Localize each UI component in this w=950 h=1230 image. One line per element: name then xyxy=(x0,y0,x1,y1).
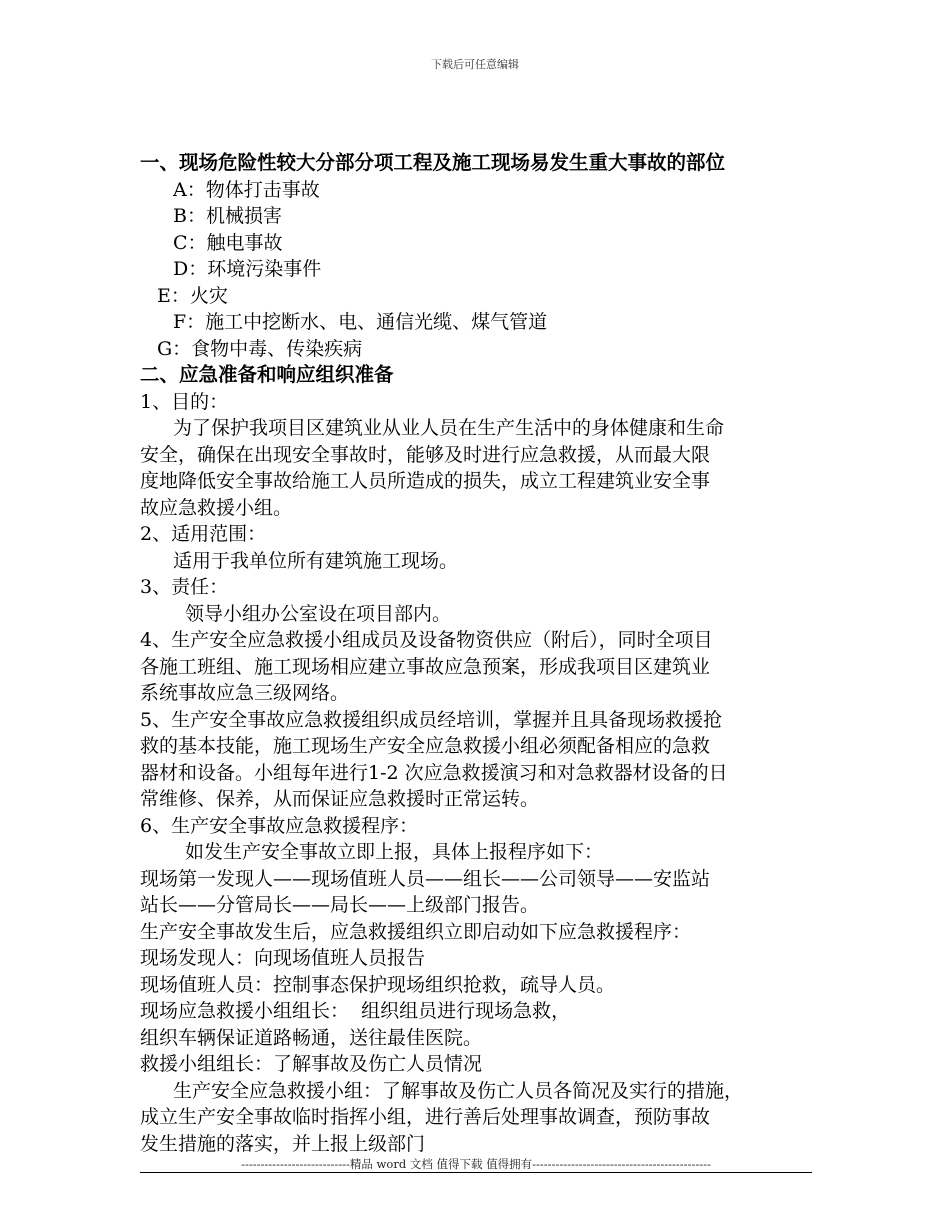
document-body xyxy=(140,150,820,1157)
scope-text: 适用于我单位所有建筑施工现场。 xyxy=(173,549,459,572)
report-chain-line-2: 站长——分管局长——局长——上级部门报告。 xyxy=(140,894,540,916)
item4-line-2: 各施工班组、施工现场相应建立事故应急预案，形成我项目区建筑业 xyxy=(140,655,711,678)
procedure-step-4: 组织车辆保证道路畅通，送往最佳医院。 xyxy=(140,1026,483,1049)
item5-line-4: 常维修、保养，从而保证应急救援时正常运转。 xyxy=(140,788,540,810)
item5-line-1: 5、生产安全事故应急救援组织成员经培训，掌握并且具备现场救援抢 xyxy=(140,708,723,731)
item5-line-3: 器材和设备。小组每年进行1-2 次应急救援演习和对急救器材设备的日 xyxy=(140,761,728,784)
section1-item-g: G：食物中毒、传染疾病 xyxy=(157,337,363,360)
purpose-line-2: 安全，确保在出现安全事故时，能够及时进行应急救援，从而最大限 xyxy=(140,443,711,466)
purpose-line-1: 为了保护我项目区建筑业从业人员在生产生活中的身体健康和生命 xyxy=(173,417,725,439)
purpose-line-4: 故应急救援小组。 xyxy=(140,496,293,519)
procedure-step-5: 救援小组组长：了解事故及伤亡人员情况 xyxy=(140,1053,483,1075)
section2-title: 二、应急准备和响应组织准备 xyxy=(140,363,394,386)
closing-line-1: 生产安全应急救援小组：了解事故及伤亡人员各简况及实行的措施， xyxy=(173,1079,744,1102)
duty-text: 领导小组办公室设在项目部内。 xyxy=(185,602,452,625)
scope-label: 2、适用范围： xyxy=(140,523,267,545)
section1-item-a: A：物体打击事故 xyxy=(173,178,320,201)
item4-line-3: 系统事故应急三级网络。 xyxy=(140,682,350,704)
page-header: 下载后可任意编辑 xyxy=(431,58,519,71)
closing-line-3: 发生措施的落实，并上报上级部门 xyxy=(140,1132,426,1155)
section1-item-d: D：环境污染事件 xyxy=(173,258,322,280)
section1-item-b: B：机械损害 xyxy=(173,205,282,227)
page-footer: ----------------------------精品 word 文档 值得下载 值得拥有---------------------------------------------- xyxy=(241,1157,711,1171)
procedure-step-1: 现场发现人：向现场值班人员报告 xyxy=(140,947,426,969)
procedure-step-2: 现场值班人员：控制事态保护现场组织抢救，疏导人员。 xyxy=(140,973,616,996)
item4-line-1: 4、生产安全应急救援小组成员及设备物资供应（附后），同时全项目 xyxy=(140,629,713,651)
section1-item-c: C：触电事故 xyxy=(173,231,283,254)
procedure-step-3: 现场应急救援小组组长： 组织组员进行现场急救， xyxy=(140,1000,571,1022)
section1-title: 一、现场危险性较大分部分项工程及施工现场易发生重大事故的部位 xyxy=(140,151,726,174)
item6-label: 6、生产安全事故应急救援程序： xyxy=(140,814,419,837)
item6-intro: 如发生产安全事故立即上报，具体上报程序如下： xyxy=(185,841,604,863)
duty-label: 3、责任： xyxy=(140,576,229,598)
section1-item-e: E：火灾 xyxy=(157,284,228,307)
footer-divider xyxy=(140,1172,812,1173)
report-chain-line-1: 现场第一发现人——现场值班人员——组长——公司领导——安监站 xyxy=(140,867,711,890)
purpose-line-3: 度地降低安全事故给施工人员所造成的损失，成立工程建筑业安全事 xyxy=(140,470,711,492)
closing-line-2: 成立生产安全事故临时指挥小组，进行善后处理事故调查，预防事故 xyxy=(140,1106,711,1128)
procedure-intro: 生产安全事故发生后，应急救援组织立即启动如下应急救援程序： xyxy=(140,920,692,943)
item5-line-2: 救的基本技能，施工现场生产安全应急救援小组必须配备相应的急救 xyxy=(140,735,711,757)
section1-item-f: F：施工中挖断水、电、通信光缆、煤气管道 xyxy=(173,311,548,333)
purpose-label: 1、目的： xyxy=(140,390,229,413)
